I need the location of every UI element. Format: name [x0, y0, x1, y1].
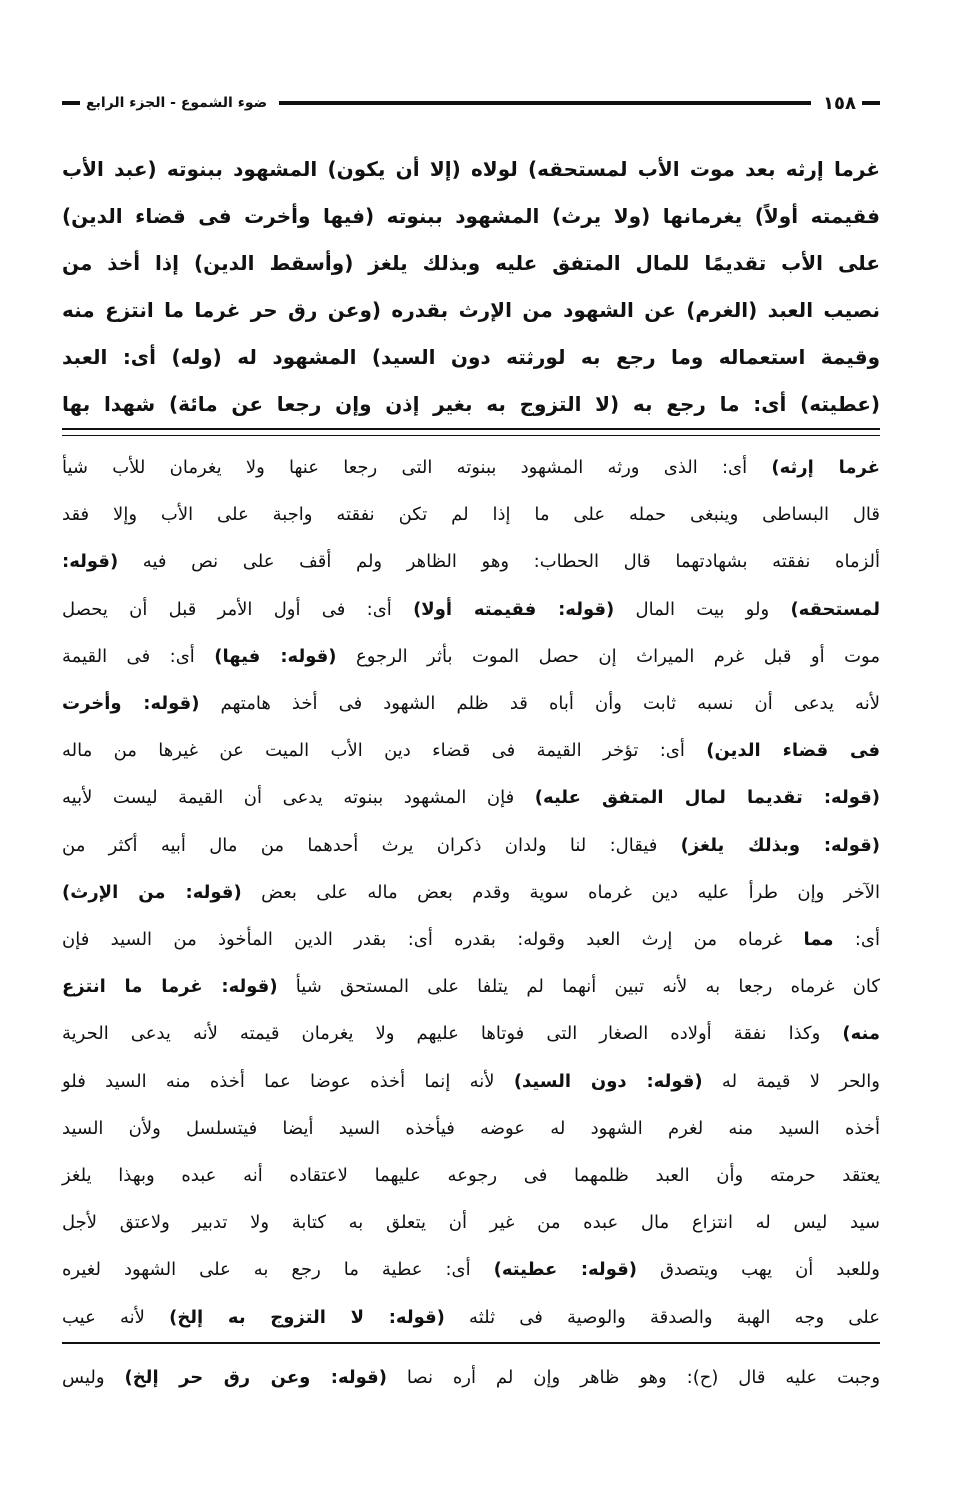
- commentary-line: [62, 963, 880, 1010]
- quoted-lemma: (قوله: وأخرت: [62, 693, 200, 714]
- commentary-line: [62, 491, 880, 538]
- quoted-lemma: (قوله: فيها): [214, 645, 337, 667]
- quoted-lemma: (قوله: دون السيد): [513, 1070, 703, 1092]
- main-text-line: وقيمة استعماله وما رجع به لورثته دون السيد) المشهود له (وله) أى: العبد: [62, 345, 880, 369]
- commentary-line: [62, 444, 880, 491]
- commentary-line: [62, 1354, 880, 1401]
- commentary-segment: وكذا نفقة أولاده الصغار التى فوتاها عليهم ولا يغرمان قيمته لأنه يدعى الحرية: [62, 1023, 843, 1045]
- quoted-lemma: منه): [842, 1023, 880, 1045]
- main-text-line: على الأب تقديمًا للمال المتفق عليه وبذلك يلغز (وأسقط الدين) إذا أخذ من: [62, 251, 880, 275]
- commentary-line: [62, 774, 880, 821]
- commentary-segment: أى: الذى ورثه المشهود ببنوته التى رجعا عنها ولا يغرمان للأب شيأ: [62, 457, 772, 478]
- main-text-line: غرما إرثه بعد موت الأب لمستحقه) لولاه (إلا أن يكون) المشهود ببنوته (عبد الأب: [62, 157, 880, 181]
- commentary-segment: والحر لا قيمة له: [702, 1070, 880, 1092]
- commentary-segment: يعتقد حرمته وأن العبد ظلمهما فى رجوعه عليهما لاعتقاده أنه عبده وبهذا يلغز: [62, 1165, 880, 1186]
- quoted-lemma: (قوله: وبذلك يلغز): [680, 834, 881, 856]
- commentary-segment: ولو بيت المال: [614, 598, 791, 620]
- double-rule-divider: [62, 428, 880, 436]
- commentary-line: [62, 1105, 880, 1152]
- commentary-segment: أى: فى القيمة: [62, 645, 215, 667]
- quoted-lemma: (قوله: لا التزوج به إلخ): [169, 1306, 445, 1328]
- quoted-lemma: غرما إرثه): [771, 457, 880, 478]
- commentary-segment: على وجه الهبة والصدقة والوصية فى ثلثه: [444, 1306, 881, 1328]
- commentary-segment: لأنه إنما أخذه عوضا عما أخذه منه السيد فلو: [62, 1070, 514, 1092]
- commentary-segment: أى: فى أول الأمر قبل أن يحصل: [62, 598, 414, 620]
- commentary-segment: وللعبد أن يهب ويتصدق: [637, 1259, 880, 1281]
- quoted-lemma: لمستحقه): [790, 598, 880, 620]
- quoted-lemma: (قوله: عطيته): [493, 1259, 637, 1281]
- commentary-line: [62, 1152, 880, 1199]
- commentary-segment: كان غرماه رجعا به لأنه تبين أنهما لم يتلفا على المستحق شيأ: [277, 976, 880, 998]
- commentary-line: [62, 680, 880, 727]
- commentary-line: [62, 869, 880, 916]
- header-rule: [279, 101, 811, 105]
- commentary-segment: لأنه يدعى أن نسبه ثابت وأن أباه قد ظلم الشهود فى أخذ هامتهم: [199, 693, 880, 714]
- commentary-segment: موت أو قبل غرم الميراث إن حصل الموت بأثر الرجوع: [336, 645, 880, 667]
- commentary-segment: أى:: [833, 929, 880, 950]
- page-number: ١٥٨: [823, 92, 856, 114]
- commentary-segment: غرماه من إرث العبد وقوله: بقدره أى: بقدر الدين المأخوذ من السيد فإن: [62, 929, 804, 950]
- quoted-lemma: (قوله:: [62, 551, 119, 573]
- commentary-segment: فيقال: لنا ولدان ذكران يرث أحدهما من مال أبيه أكثر من: [62, 834, 681, 856]
- main-text-line: نصيب العبد (الغرم) عن الشهود من الإرث بقدره (وعن رق حر غرما ما انتزع منه: [62, 298, 880, 322]
- commentary-line: [62, 1294, 880, 1341]
- header-dash: [862, 101, 880, 105]
- commentary-line: [62, 1246, 880, 1293]
- quoted-lemma: فى قضاء الدين): [706, 740, 880, 762]
- commentary-segment: لأنه عيب: [62, 1306, 170, 1328]
- commentary-line: [62, 538, 880, 585]
- commentary-line: [62, 727, 880, 774]
- quoted-lemma: (قوله: فقيمته أولا): [413, 598, 615, 620]
- quoted-lemma: (قوله: وعن رق حر إلخ): [124, 1367, 387, 1388]
- commentary-segment: فإن المشهود ببنوته يدعى أن القيمة ليست لأبيه: [62, 787, 535, 809]
- running-header: [62, 90, 880, 116]
- commentary-line: [62, 633, 880, 680]
- commentary-segment: أى: تؤخر القيمة فى قضاء دين الأب الميت عن غيرها من ماله: [62, 740, 707, 762]
- quoted-lemma: (قوله: غرما ما انتزع: [62, 976, 278, 998]
- commentary-segment: ألزماه نفقته بشهادتهما قال الحطاب: وهو الظاهر ولم أقف على نص فيه: [118, 551, 880, 573]
- commentary-line: [62, 916, 880, 963]
- commentary-line: [62, 1058, 880, 1105]
- commentary-segment: وجبت عليه قال (ح): وهو ظاهر وإن لم أره نصا: [386, 1367, 881, 1388]
- commentary-line: [62, 1010, 880, 1057]
- commentary-segment: الآخر وإن طرأ عليه دين غرماه سوية وقدم بعض ماله على بعض: [241, 881, 881, 903]
- commentary-segment: أخذه السيد منه لغرم الشهود له عوضه فيأخذه السيد أيضا فيتسلسل ولأن السيد: [62, 1117, 880, 1139]
- main-text-line: (عطيته) أى: ما رجع به (لا التزوج به بغير إذن وإن رجعا عن مائة) شهدا بها: [62, 392, 880, 416]
- quoted-lemma: (قوله: من الإرث): [62, 881, 242, 903]
- quoted-lemma: (قوله: تقديما لمال المتفق عليه): [534, 787, 880, 809]
- commentary-segment: أى: عطية ما رجع به على الشهود لغيره: [62, 1259, 494, 1281]
- commentary-segment: سيد ليس له انتزاع مال عبده من غير أن يتعلق به كتابة ولا تدبير ولاعتق لأجل: [62, 1212, 880, 1234]
- commentary-segment: وليس: [62, 1367, 125, 1388]
- commentary-line: [62, 586, 880, 633]
- header-dash: [62, 101, 80, 105]
- commentary-line: [62, 822, 880, 869]
- quoted-lemma: مما: [803, 929, 834, 950]
- commentary-segment: قال البساطى وينبغى حمله على ما إذا لم تكن نفقته واجبة على الأب وإلا فقد: [62, 504, 880, 526]
- commentary-line: [62, 1199, 880, 1246]
- main-text-line: فقيمته أولاً) يغرمانها (ولا يرث) المشهود ببنوته (فيها وأخرت فى قضاء الدين): [62, 204, 880, 228]
- footnote-divider: [62, 1342, 880, 1344]
- book-title: ضوء الشموع - الجزء الرابع: [86, 95, 268, 111]
